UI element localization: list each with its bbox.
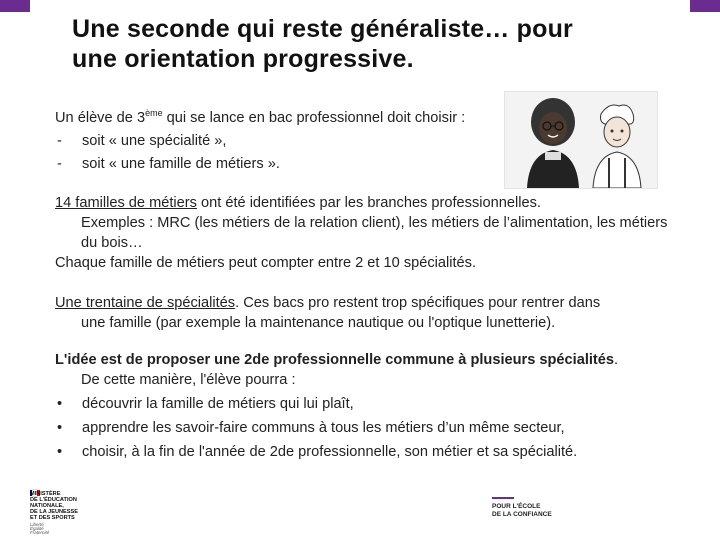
motto-line-2: Égalité (30, 526, 44, 531)
logo-accent-bar (492, 497, 514, 499)
specialties-line (55, 293, 685, 313)
bullet-mark: • (57, 420, 63, 436)
female-student-icon (527, 98, 579, 188)
bullet-mark: • (57, 444, 63, 460)
intro-text-end: qui se lance en bac professionnel doit choisir : (162, 110, 466, 126)
students-illustration (504, 91, 658, 189)
specialties-rest: . Ces bacs pro restent trop spécifiques pour rentrer dans (235, 295, 601, 311)
ecole-confiance-logo (492, 497, 592, 527)
families-underlined: 14 familles de métiers (55, 195, 197, 211)
motto-line-1: Liberté (30, 522, 44, 527)
ministry-logo (30, 483, 100, 533)
idea-end: . (614, 352, 619, 368)
intro-item-text: soit « une famille de métiers ». (82, 156, 280, 172)
idea-bullet-text: apprendre les savoir-faire communs à tous les métiers d’un même secteur, (82, 420, 565, 436)
title-line-1: Une seconde qui reste généraliste… pour (72, 15, 573, 43)
corner-accent-right (690, 0, 720, 12)
families-examples: Exemples : MRC (les métiers de la relation client), les métiers de l’alimentation, les métiers du bois… (81, 215, 668, 251)
title-line-2: une orientation progressive. (72, 45, 414, 73)
french-flag-icon (30, 483, 40, 489)
page-title (72, 14, 672, 74)
families-count: Chaque famille de métiers peut compter entre 2 et 10 spécialités. (55, 255, 477, 271)
ministry-line-3: NATIONALE, (30, 503, 64, 509)
idea-line-2: De cette manière, l'élève pourra : (81, 372, 296, 388)
idea-paragraph (55, 350, 695, 390)
intro-text-start: Un élève de 3 (55, 110, 146, 126)
specialties-paragraph (55, 293, 685, 333)
dash-mark: - (57, 156, 62, 172)
specialties-underlined: Une trentaine de spécialités (55, 295, 236, 311)
ministry-line-5: ET DES SPORTS (30, 515, 75, 521)
intro-line (55, 108, 465, 128)
idea-bullet-text: choisir, à la fin de l'année de 2de professionnelle, son métier et sa spécialité. (82, 444, 578, 460)
idea-line (55, 350, 695, 370)
bullet-mark: • (57, 396, 63, 412)
dash-mark: - (57, 133, 62, 149)
ecole-line-2: DE LA CONFIANCE (492, 511, 552, 518)
idea-bold: L'idée est de proposer une 2de professionnelle commune à plusieurs spécialités (55, 352, 615, 368)
motto-line-3: Fraternité (30, 530, 50, 535)
corner-accent-left (0, 0, 30, 12)
families-paragraph (55, 193, 675, 273)
specialties-line-2: une famille (par exemple la maintenance nautique ou l'optique lunetterie). (81, 315, 556, 331)
families-line (55, 193, 675, 213)
ministry-line-4: DE LA JEUNESSE (30, 509, 78, 515)
intro-superscript: ème (145, 108, 163, 119)
ecole-line-1: POUR L'ÉCOLE (492, 503, 541, 510)
idea-bullet-text: découvrir la famille de métiers qui lui plaît, (82, 396, 354, 412)
students-illustration-icon (505, 92, 657, 188)
male-student-icon (593, 105, 641, 188)
ministry-line-1: MINISTÈRE (30, 491, 61, 497)
intro-item-text: soit « une spécialité », (82, 133, 227, 149)
ministry-line-2: DE L'ÉDUCATION (30, 497, 77, 503)
families-rest: ont été identifiées par les branches professionnelles. (196, 195, 541, 211)
